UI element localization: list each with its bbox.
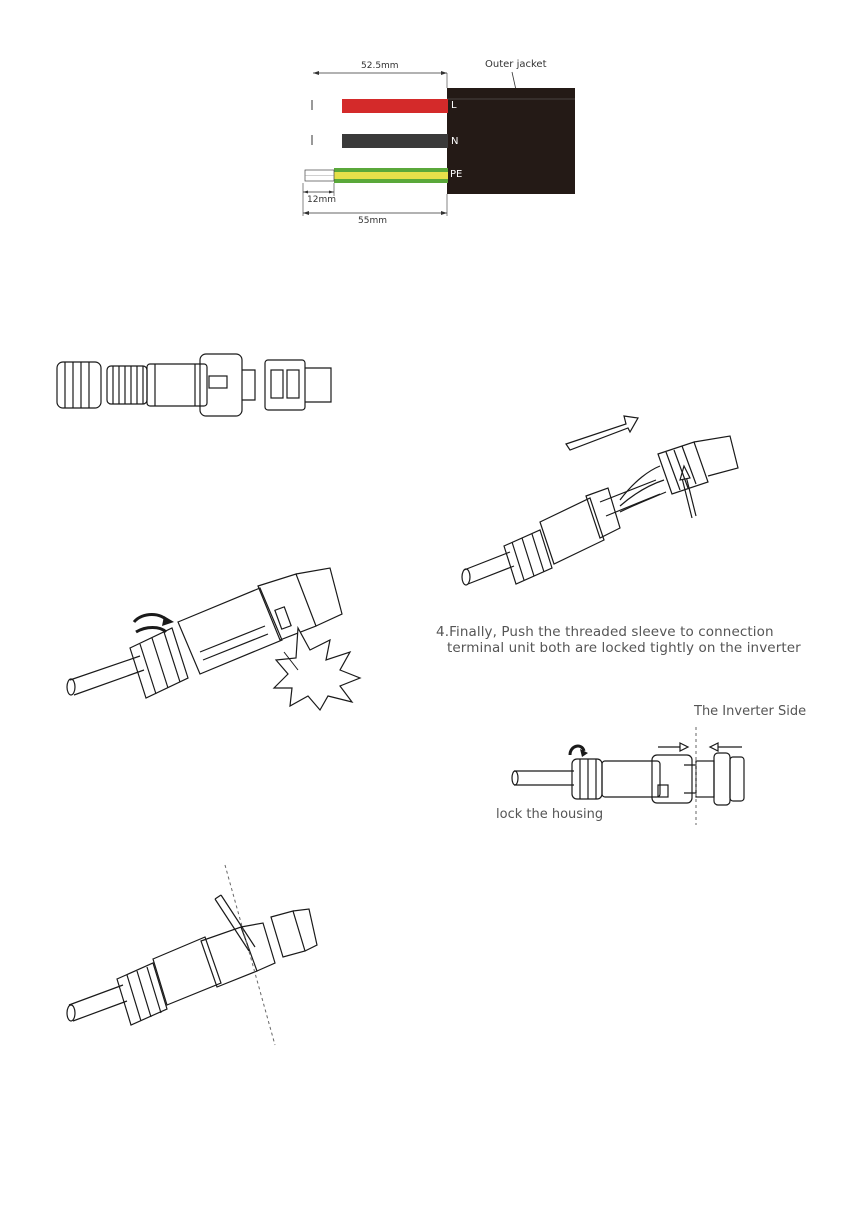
dim-bottom-label: 55mm: [358, 216, 387, 226]
unlock-tool-illustration: [65, 865, 325, 1045]
wire-insertion-illustration: [460, 410, 750, 590]
outer-jacket: [447, 88, 575, 194]
wire-strip-diagram: [290, 50, 590, 235]
lock-housing-label: lock the housing: [496, 807, 604, 822]
step4-line1: 4.Finally, Push the threaded sleeve to connection: [436, 624, 774, 640]
label-l: L: [451, 100, 457, 111]
label-pe: PE: [450, 169, 463, 180]
tighten-nut-illustration: [60, 560, 390, 730]
label-n: N: [451, 136, 459, 147]
connector-exploded-illustration: [55, 350, 335, 420]
step4-line2: terminal unit both are locked tightly on the inverter: [447, 640, 801, 656]
wire-strip-drawing: [290, 50, 590, 235]
neutral-wire: [342, 134, 448, 148]
dim-top-label: 52.5mm: [361, 61, 399, 71]
dim-strip-label: 12mm: [307, 195, 336, 205]
live-wire: [342, 99, 448, 113]
outer-jacket-label: Outer jacket: [485, 59, 547, 70]
inverter-side-label: The Inverter Side: [694, 704, 807, 719]
